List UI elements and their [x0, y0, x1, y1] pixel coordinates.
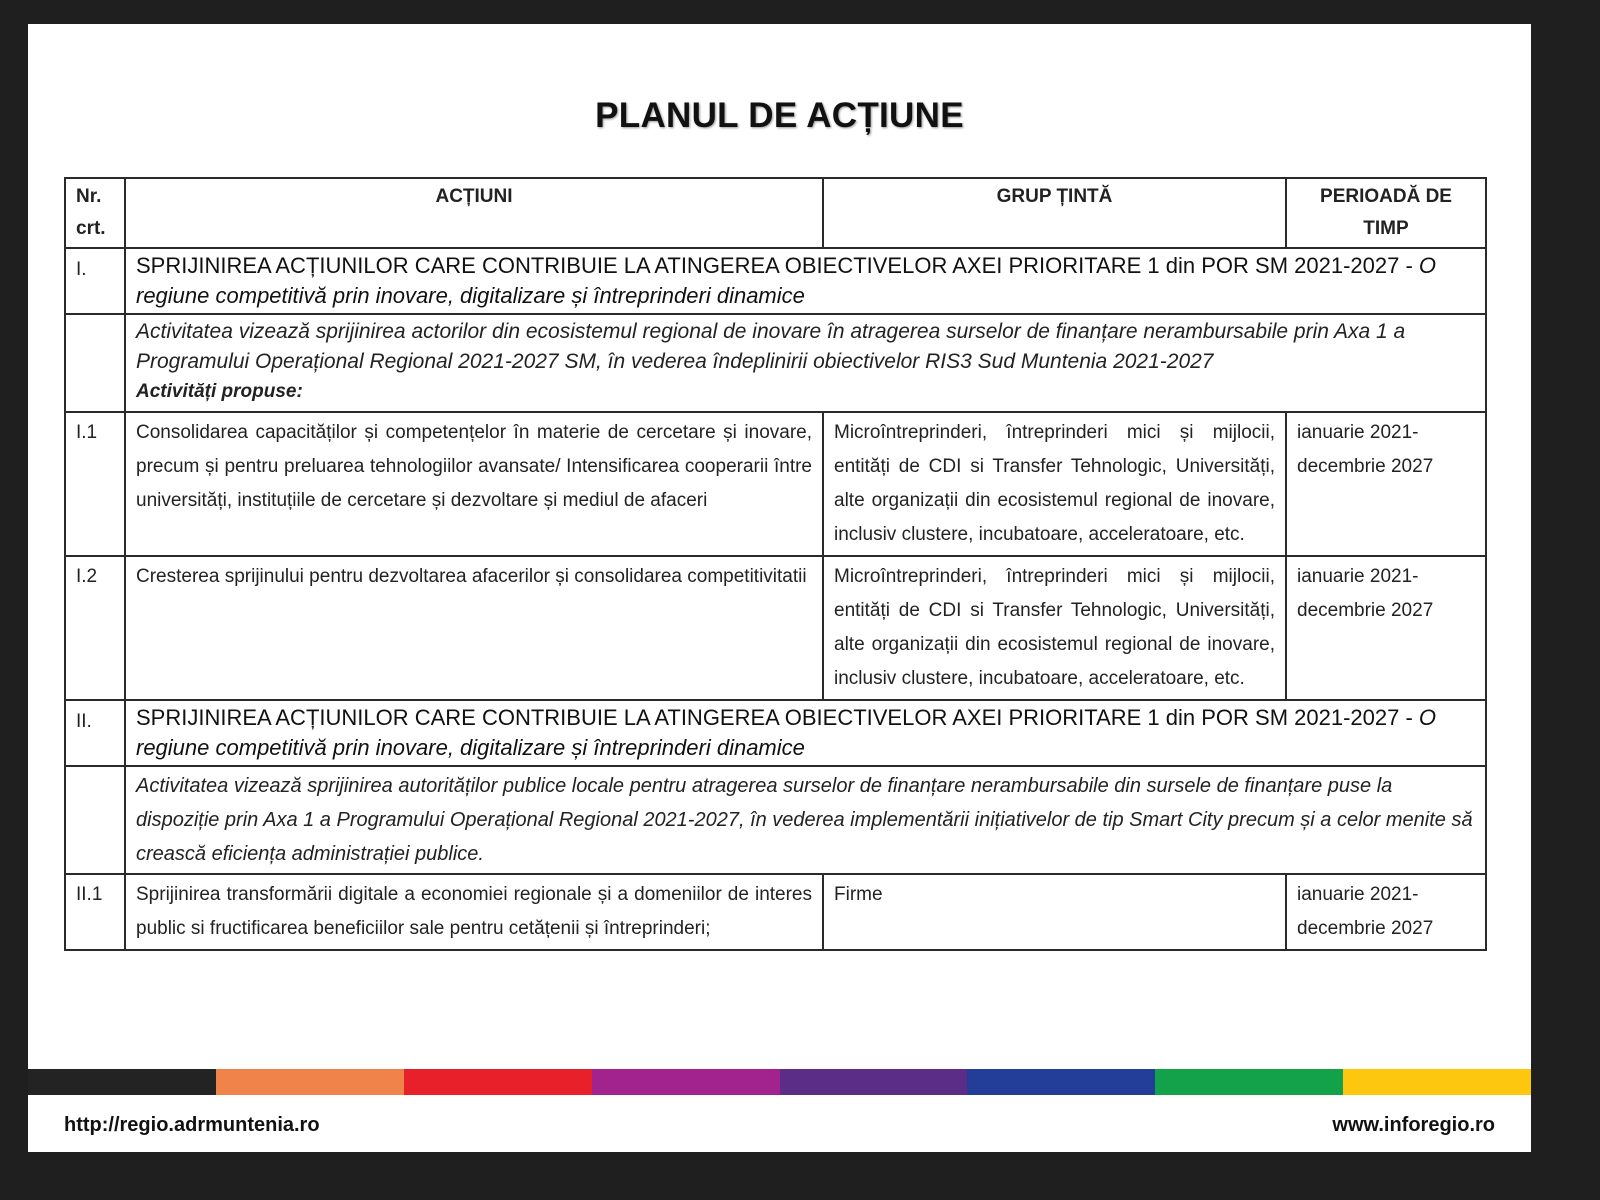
section-title: SPRIJINIREA ACȚIUNILOR CARE CONTRIBUIE LA ATINGEREA OBIECTIVELOR AXEI PRIORITARE 1 din POR SM 2021-2027 -	[136, 705, 1419, 730]
color-stripe-segment	[28, 1069, 216, 1095]
section-heading	[125, 700, 1486, 766]
section-row-1	[65, 248, 1486, 314]
activities-label: Activități propuse:	[136, 381, 303, 402]
color-stripe-bar	[28, 1069, 1531, 1095]
row-nr: I.1	[65, 412, 125, 556]
row-grup-tinta: Microîntreprinderi, întreprinderi mici și mijlocii, entități de CDI si Transfer Tehnologic, Universități, alte organizații din ecosistemul regional de inovare, inclusiv clustere, incubatoare, acceleratoare, etc.	[823, 556, 1286, 700]
row-grup-tinta: Firme	[823, 874, 1286, 950]
table-header-row	[65, 178, 1486, 248]
header-grup-tinta: GRUP ȚINTĂ	[823, 178, 1286, 248]
color-stripe-segment	[592, 1069, 780, 1095]
row-nr: II.1	[65, 874, 125, 950]
section-description	[125, 314, 1486, 412]
table-row	[65, 412, 1486, 556]
section-description-row-2	[65, 766, 1486, 874]
color-stripe-segment	[1343, 1069, 1531, 1095]
section-title-italic: O regiune competitivă prin inovare, digitalizare și întreprinderi dinamice	[136, 253, 1437, 308]
section-description-row-1	[65, 314, 1486, 412]
slide	[28, 24, 1531, 1152]
empty-cell	[65, 314, 125, 412]
section-title-italic: O regiune competitivă prin inovare, digitalizare și întreprinderi dinamice	[136, 705, 1437, 760]
row-nr: I.2	[65, 556, 125, 700]
section-nr: I.	[65, 248, 125, 314]
color-stripe-segment	[780, 1069, 968, 1095]
header-nr: Nr. crt.	[65, 178, 125, 248]
action-plan-table	[64, 177, 1487, 951]
row-perioada: ianuarie 2021-decembrie 2027	[1286, 412, 1486, 556]
description-text: Activitatea vizează sprijinirea actorilor din ecosistemul regional de inovare în atragerea surselor de finanțare nerambursabile prin Axa 1 a Programului Operațional Regional 2021-2027 SM, în vederea îndeplinirii obiectivelor RIS3 Sud Muntenia 2021-2027	[136, 320, 1406, 373]
section-row-2	[65, 700, 1486, 766]
footer-website-left[interactable]: http://regio.adrmuntenia.ro	[64, 1114, 320, 1136]
row-actiune: Cresterea sprijinului pentru dezvoltarea afacerilor și consolidarea competitivitatii	[125, 556, 823, 700]
row-perioada: ianuarie 2021-decembrie 2027	[1286, 556, 1486, 700]
table-row	[65, 556, 1486, 700]
section-description: Activitatea vizează sprijinirea autorităților publice locale pentru atragerea surselor de finanțare nerambursabile din sursele de finanțare puse la dispoziție prin Axa 1 a Programului Operațional Regional 2021-2027, în vederea implementării inițiativelor de tip Smart City precum și a celor menite să crească eficiența administrației publice.	[125, 766, 1486, 874]
color-stripe-segment	[1155, 1069, 1343, 1095]
color-stripe-segment	[216, 1069, 404, 1095]
table-row	[65, 874, 1486, 950]
color-stripe-segment	[967, 1069, 1155, 1095]
color-stripe-segment	[404, 1069, 592, 1095]
row-grup-tinta: Microîntreprinderi, întreprinderi mici și mijlocii, entități de CDI si Transfer Tehnologic, Universități, alte organizații din ecosistemul regional de inovare, inclusiv clustere, incubatoare, acceleratoare, etc.	[823, 412, 1286, 556]
row-perioada: ianuarie 2021-decembrie 2027	[1286, 874, 1486, 950]
header-actiuni: ACȚIUNI	[125, 178, 823, 248]
header-perioada: PERIOADĂ DE TIMP	[1286, 178, 1486, 248]
section-nr: II.	[65, 700, 125, 766]
empty-cell	[65, 766, 125, 874]
page-title: PLANUL DE ACȚIUNE	[595, 96, 964, 135]
footer-website-right[interactable]: www.inforegio.ro	[1332, 1114, 1495, 1136]
row-actiune: Consolidarea capacităților și competențelor în materie de cercetare și inovare, precum și pentru preluarea tehnologiilor avansate/ Intensificarea cooperarii între universități, instituțiile de cercetare și dezvoltare și mediul de afaceri	[125, 412, 823, 556]
section-title: SPRIJINIREA ACȚIUNILOR CARE CONTRIBUIE LA ATINGEREA OBIECTIVELOR AXEI PRIORITARE 1 din POR SM 2021-2027 -	[136, 253, 1419, 278]
section-heading	[125, 248, 1486, 314]
row-actiune: Sprijinirea transformării digitale a economiei regionale și a domeniilor de interes public si fructificarea beneficiilor sale pentru cetățenii și întreprinderi;	[125, 874, 823, 950]
